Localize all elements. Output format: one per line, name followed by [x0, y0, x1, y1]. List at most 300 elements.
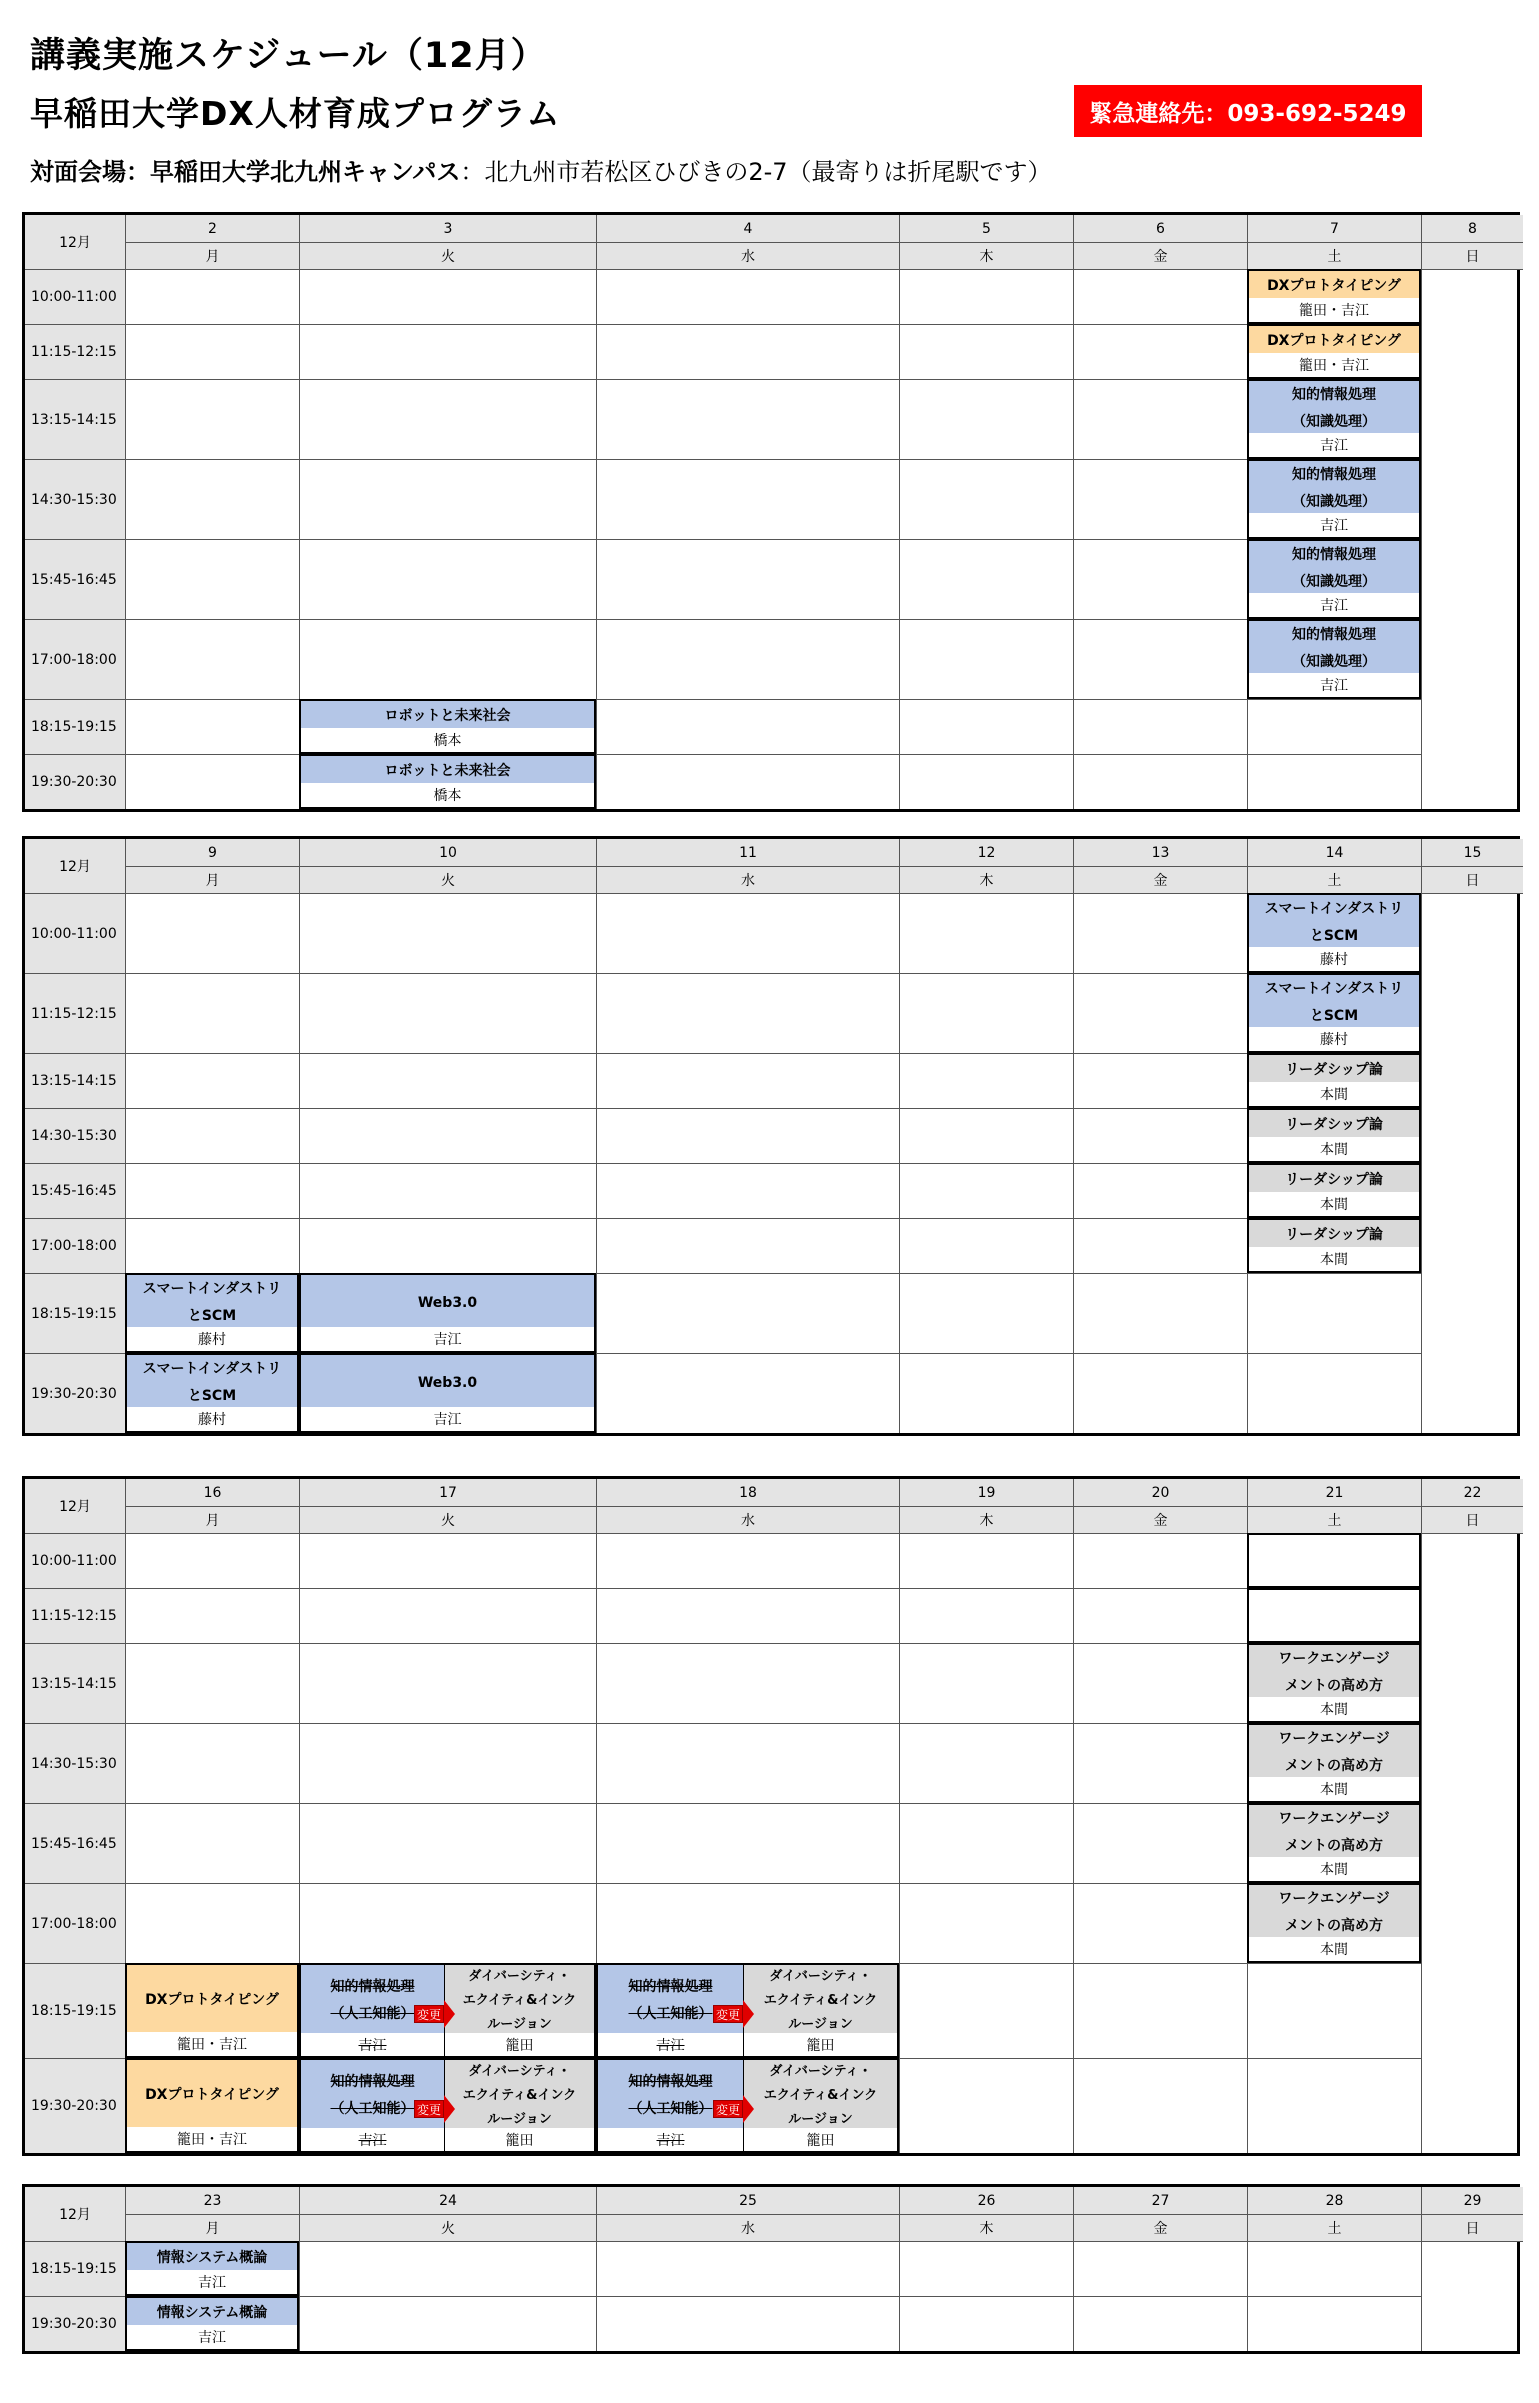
- change-label: 変更: [414, 2005, 444, 2023]
- venue-address: ：北九州市若松区ひびきの2-7（最寄りは折尾駅です）: [460, 158, 1052, 186]
- session-title-line: リーダシップ論: [1285, 1062, 1383, 1078]
- arrow-right-icon: [444, 2000, 455, 2028]
- weekday-header: 木: [899, 2214, 1073, 2241]
- class-session: [1247, 459, 1421, 539]
- empty-slot: [899, 1533, 1073, 1588]
- session-title: [1249, 541, 1419, 597]
- replacement-title-line: ダイバーシティ・: [769, 2064, 872, 2079]
- session-title-line: とSCM: [187, 1308, 237, 1324]
- session-instructor: 籠田・吉江: [1249, 353, 1419, 377]
- session-instructor: 本間: [1249, 1247, 1419, 1271]
- replacement-title-line: エクイティ&インク: [462, 1993, 577, 2008]
- session-title: [1249, 1805, 1419, 1861]
- weekday-header: 月: [125, 1506, 299, 1533]
- date-header: 6: [1073, 215, 1247, 242]
- emergency-contact-badge: 緊急連絡先：093-692-5249: [1074, 85, 1422, 137]
- date-header: 11: [596, 839, 899, 866]
- session-title-line: （知識処理）: [1292, 574, 1376, 590]
- session-title-line: ロボットと未来社会: [384, 708, 511, 724]
- session-instructor: 本間: [1249, 1082, 1419, 1106]
- empty-slot: [596, 1108, 899, 1163]
- session-instructor: 吉江: [1249, 673, 1419, 697]
- empty-slot: [1073, 2058, 1247, 2153]
- session-instructor: 籠田・吉江: [127, 2032, 297, 2056]
- replacement-instructor: 籠田: [744, 2128, 897, 2151]
- session-title-line: スマートインダストリ: [1264, 981, 1404, 997]
- empty-slot: [899, 2296, 1073, 2351]
- empty-slot: [299, 1883, 596, 1963]
- session-title-line: とSCM: [1309, 1008, 1359, 1024]
- session-instructor: 吉江: [1249, 513, 1419, 537]
- replacement-title-line: ダイバーシティ・: [468, 1969, 571, 1984]
- session-title-line: ワークエンゲージ: [1278, 1651, 1390, 1667]
- month-label: 12月: [25, 1479, 125, 1533]
- weekday-header: 土: [1247, 866, 1421, 893]
- empty-slot: [1073, 1963, 1247, 2058]
- session-title-line: リーダシップ論: [1285, 1227, 1383, 1243]
- empty-slot: [899, 1053, 1073, 1108]
- session-title-line: メントの高め方: [1285, 1678, 1383, 1694]
- cancelled-title-line: 知的情報処理: [330, 2074, 415, 2090]
- empty-slot: [596, 973, 899, 1053]
- empty-slot: [1073, 324, 1247, 379]
- session-instructor: 本間: [1249, 1857, 1419, 1881]
- time-slot-label: 15:45-16:45: [25, 1163, 125, 1218]
- change-badge: [414, 2000, 455, 2028]
- venue-label: 対面会場：早稲田大学北九州キャンパス: [30, 158, 461, 186]
- empty-slot: [299, 973, 596, 1053]
- empty-slot: [596, 1163, 899, 1218]
- date-header: 10: [299, 839, 596, 866]
- session-title-line: ワークエンゲージ: [1278, 1731, 1390, 1747]
- session-title-line: とSCM: [187, 1388, 237, 1404]
- empty-slot: [1073, 1803, 1247, 1883]
- empty-slot: [299, 1723, 596, 1803]
- change-label: 変更: [414, 2100, 444, 2118]
- date-header: 8: [1421, 215, 1523, 242]
- replacement-title: [744, 2060, 897, 2132]
- time-slot-label: 15:45-16:45: [25, 1803, 125, 1883]
- empty-slot: [899, 269, 1073, 324]
- date-header: 3: [299, 215, 596, 242]
- month-label: 12月: [25, 839, 125, 893]
- empty-slot: [1247, 1353, 1421, 1433]
- empty-slot: [899, 379, 1073, 459]
- session-title-line: メントの高め方: [1285, 1758, 1383, 1774]
- empty-slot: [899, 324, 1073, 379]
- empty-slot: [899, 2058, 1073, 2153]
- session-title-line: Web3.0: [417, 1294, 478, 1311]
- empty-slot: [1073, 699, 1247, 754]
- class-session: [1247, 1053, 1421, 1108]
- empty-slot: [1073, 539, 1247, 619]
- replacement-instructor: 籠田: [445, 2128, 594, 2151]
- empty-slot: [596, 1533, 899, 1588]
- session-title-line: 情報システム概論: [156, 2305, 268, 2321]
- empty-slot: [1073, 2241, 1247, 2296]
- session-title-line: 知的情報処理: [1292, 627, 1376, 643]
- session-title-line: 知的情報処理: [1292, 547, 1376, 563]
- arrow-right-icon: [743, 2000, 754, 2028]
- date-header: 15: [1421, 839, 1523, 866]
- date-header: 22: [1421, 1479, 1523, 1506]
- empty-slot: [299, 269, 596, 324]
- empty-slot: [125, 539, 299, 619]
- time-slot-label: 14:30-15:30: [25, 1108, 125, 1163]
- session-instructor: 吉江: [127, 2325, 297, 2349]
- class-session: [1247, 1643, 1421, 1723]
- class-session: [299, 2058, 596, 2153]
- weekday-header: 金: [1073, 242, 1247, 269]
- class-session: [1247, 324, 1421, 379]
- date-header: 21: [1247, 1479, 1421, 1506]
- empty-slot: [1073, 754, 1247, 809]
- empty-slot: [899, 539, 1073, 619]
- date-header: 2: [125, 215, 299, 242]
- month-label: 12月: [25, 215, 125, 269]
- change-badge: [713, 2000, 754, 2028]
- week-block: [22, 212, 1520, 812]
- date-header: 16: [125, 1479, 299, 1506]
- empty-slot: [1247, 699, 1421, 754]
- date-header: 4: [596, 215, 899, 242]
- session-title-line: 知的情報処理: [1292, 467, 1376, 483]
- replacement-title-line: エクイティ&インク: [763, 2088, 878, 2103]
- time-slot-label: 17:00-18:00: [25, 1883, 125, 1963]
- empty-slot: [1073, 1723, 1247, 1803]
- empty-slot: [125, 699, 299, 754]
- class-session: [1247, 1803, 1421, 1883]
- empty-slot: [899, 1163, 1073, 1218]
- session-title-line: DXプロトタイピング: [1267, 278, 1401, 294]
- class-session: [299, 1963, 596, 2058]
- empty-slot: [299, 1163, 596, 1218]
- empty-slot: [596, 459, 899, 539]
- session-title-line: 情報システム概論: [156, 2250, 268, 2266]
- class-session: [299, 1353, 596, 1433]
- session-instructor: 籠田・吉江: [127, 2127, 297, 2151]
- replacement-instructor: 籠田: [744, 2033, 897, 2056]
- empty-slot: [125, 754, 299, 809]
- session-title: [1249, 895, 1419, 951]
- session-title-line: DXプロトタイピング: [145, 2087, 279, 2103]
- empty-slot: [125, 1108, 299, 1163]
- time-slot-label: 11:15-12:15: [25, 973, 125, 1053]
- weekday-header: 土: [1247, 242, 1421, 269]
- empty-slot: [899, 459, 1073, 539]
- session-instructor: 藤村: [127, 1327, 297, 1351]
- empty-slot: [1073, 1588, 1247, 1643]
- session-title-line: ワークエンゲージ: [1278, 1811, 1390, 1827]
- empty-slot: [125, 1588, 299, 1643]
- empty-slot: [1247, 2296, 1421, 2351]
- empty-slot: [596, 619, 899, 699]
- session-title: [127, 1275, 297, 1331]
- replacement-title-line: ルージョン: [487, 2112, 552, 2127]
- empty-slot: [596, 269, 899, 324]
- cancelled-title-line: （人工知能）: [628, 2006, 713, 2022]
- empty-slot: [125, 324, 299, 379]
- replacement-session: [743, 2060, 897, 2151]
- empty-slot: [1247, 1963, 1421, 2058]
- empty-slot: [299, 2241, 596, 2296]
- empty-slot: [125, 1723, 299, 1803]
- session-instructor: 藤村: [127, 1407, 297, 1431]
- empty-slot: [125, 459, 299, 539]
- week-block: [22, 2184, 1520, 2354]
- session-title: [127, 2060, 297, 2131]
- empty-slot: [299, 324, 596, 379]
- empty-slot: [299, 893, 596, 973]
- session-instructor: 藤村: [1249, 947, 1419, 971]
- change-badge: [414, 2095, 455, 2123]
- session-title-line: DXプロトタイピング: [1267, 333, 1401, 349]
- empty-slot: [1073, 1218, 1247, 1273]
- empty-slot: [1073, 619, 1247, 699]
- class-session: [1247, 1108, 1421, 1163]
- session-title: [127, 1965, 297, 2036]
- empty-slot: [899, 893, 1073, 973]
- empty-slot: [1073, 1273, 1247, 1353]
- time-slot-label: 19:30-20:30: [25, 754, 125, 809]
- session-title-line: メントの高め方: [1285, 1838, 1383, 1854]
- time-slot-label: 10:00-11:00: [25, 893, 125, 973]
- cancelled-instructor: 吉江: [598, 2128, 743, 2151]
- time-slot-label: 11:15-12:15: [25, 324, 125, 379]
- session-instructor: 吉江: [301, 1327, 594, 1351]
- weekday-header: 日: [1421, 2214, 1523, 2241]
- empty-slot: [1073, 459, 1247, 539]
- weekday-header: 金: [1073, 1506, 1247, 1533]
- weekday-header: 火: [299, 1506, 596, 1533]
- empty-slot: [125, 269, 299, 324]
- class-session: [125, 1273, 299, 1353]
- weekday-header: 木: [899, 866, 1073, 893]
- weekday-header: 金: [1073, 866, 1247, 893]
- time-slot-label: 14:30-15:30: [25, 1723, 125, 1803]
- empty-slot: [125, 619, 299, 699]
- session-title-line: とSCM: [1309, 928, 1359, 944]
- replacement-title: [744, 1965, 897, 2037]
- date-header: 9: [125, 839, 299, 866]
- session-instructor: 本間: [1249, 1697, 1419, 1721]
- date-header: 18: [596, 1479, 899, 1506]
- cancelled-instructor: 吉江: [598, 2033, 743, 2056]
- date-header: 19: [899, 1479, 1073, 1506]
- time-slot-label: 14:30-15:30: [25, 459, 125, 539]
- week-block: [22, 1476, 1520, 2156]
- class-session: [1247, 269, 1421, 324]
- weekday-header: 水: [596, 2214, 899, 2241]
- session-instructor: 吉江: [1249, 593, 1419, 617]
- class-session: [125, 2241, 299, 2296]
- replacement-title: [445, 2060, 594, 2132]
- change-label: 変更: [713, 2100, 743, 2118]
- empty-slot: [1073, 1883, 1247, 1963]
- empty-slot: [596, 379, 899, 459]
- time-slot-label: 10:00-11:00: [25, 269, 125, 324]
- weekday-header: 日: [1421, 866, 1523, 893]
- session-title-line: 知的情報処理: [1292, 387, 1376, 403]
- replacement-title-line: エクイティ&インク: [763, 1993, 878, 2008]
- session-title: [1249, 975, 1419, 1031]
- weekday-header: 水: [596, 866, 899, 893]
- session-title-line: （知識処理）: [1292, 654, 1376, 670]
- class-session: [596, 2058, 899, 2153]
- empty-slot: [299, 1053, 596, 1108]
- replacement-session: [444, 1965, 594, 2056]
- empty-slot: [299, 1803, 596, 1883]
- time-slot-label: 19:30-20:30: [25, 2058, 125, 2153]
- empty-slot: [1073, 379, 1247, 459]
- replacement-title: [445, 1965, 594, 2037]
- weekday-header: 月: [125, 2214, 299, 2241]
- class-session: [125, 1353, 299, 1433]
- time-slot-label: 19:30-20:30: [25, 1353, 125, 1433]
- empty-slot: [596, 1588, 899, 1643]
- empty-slot: [1073, 973, 1247, 1053]
- session-title-line: Web3.0: [417, 1374, 478, 1391]
- empty-slot: [125, 1643, 299, 1723]
- empty-slot: [596, 1353, 899, 1433]
- time-slot-label: 19:30-20:30: [25, 2296, 125, 2351]
- venue-line: [30, 152, 1052, 187]
- empty-slot: [299, 1108, 596, 1163]
- weekday-header: 火: [299, 2214, 596, 2241]
- sunday-column: [1421, 1533, 1523, 2153]
- weekday-header: 日: [1421, 242, 1523, 269]
- date-header: 12: [899, 839, 1073, 866]
- arrow-right-icon: [743, 2095, 754, 2123]
- weekday-header: 月: [125, 866, 299, 893]
- arrow-right-icon: [444, 2095, 455, 2123]
- time-slot-label: 18:15-19:15: [25, 699, 125, 754]
- empty-slot: [596, 2296, 899, 2351]
- month-label: 12月: [25, 2187, 125, 2241]
- empty-slot: [1073, 1643, 1247, 1723]
- empty-slot: [1073, 2296, 1247, 2351]
- class-session: [125, 1963, 299, 2058]
- empty-slot: [596, 324, 899, 379]
- weekday-header: 木: [899, 242, 1073, 269]
- change-label: 変更: [713, 2005, 743, 2023]
- sunday-column: [1421, 893, 1523, 1433]
- class-session: [299, 1273, 596, 1353]
- empty-slot: [299, 1588, 596, 1643]
- replacement-title-line: ルージョン: [487, 2017, 552, 2032]
- empty-slot: [596, 1803, 899, 1883]
- empty-slot: [596, 1273, 899, 1353]
- empty-slot: [1073, 1053, 1247, 1108]
- cancelled-title-line: 知的情報処理: [628, 2074, 713, 2090]
- week-block: [22, 836, 1520, 1436]
- session-title-line: リーダシップ論: [1285, 1172, 1383, 1188]
- empty-slot: [596, 1723, 899, 1803]
- page-title: 講義実施スケジュール（12月）: [30, 36, 547, 76]
- replacement-title-line: エクイティ&インク: [462, 2088, 577, 2103]
- empty-slot: [899, 754, 1073, 809]
- empty-slot: [596, 1643, 899, 1723]
- empty-slot: [125, 893, 299, 973]
- session-title-line: DXプロトタイピング: [145, 1992, 279, 2008]
- session-title-line: リーダシップ論: [1285, 1117, 1383, 1133]
- date-header: 29: [1421, 2187, 1523, 2214]
- time-slot-label: 13:15-14:15: [25, 1643, 125, 1723]
- session-instructor: 吉江: [1249, 433, 1419, 457]
- program-name: 早稲田大学DX人材育成プログラム: [30, 94, 561, 133]
- empty-slot: [125, 1053, 299, 1108]
- time-slot-label: 13:15-14:15: [25, 1053, 125, 1108]
- class-session: [596, 1963, 899, 2058]
- session-title-line: スマートインダストリ: [142, 1361, 282, 1377]
- empty-slot: [299, 1533, 596, 1588]
- empty-slot: [596, 1218, 899, 1273]
- session-title-line: ロボットと未来社会: [384, 763, 511, 779]
- empty-slot: [899, 619, 1073, 699]
- empty-slot: [1073, 1163, 1247, 1218]
- date-header: 20: [1073, 1479, 1247, 1506]
- class-session: [1247, 619, 1421, 699]
- session-instructor: 藤村: [1249, 1027, 1419, 1051]
- empty-slot: [1073, 893, 1247, 973]
- sunday-column: [1421, 269, 1523, 809]
- replacement-title-line: ダイバーシティ・: [468, 2064, 571, 2079]
- time-slot-label: 15:45-16:45: [25, 539, 125, 619]
- empty-slot: [125, 1218, 299, 1273]
- class-session: [125, 2296, 299, 2351]
- weekday-header: 木: [899, 1506, 1073, 1533]
- empty-slot: [596, 1883, 899, 1963]
- empty-slot: [596, 2241, 899, 2296]
- session-title: [1249, 1725, 1419, 1781]
- empty-slot: [125, 379, 299, 459]
- class-session: [1247, 893, 1421, 973]
- empty-slot: [125, 1533, 299, 1588]
- empty-slot: [899, 973, 1073, 1053]
- replacement-title-line: ルージョン: [788, 2112, 853, 2127]
- empty-slot: [1073, 1353, 1247, 1433]
- weekday-header: 水: [596, 242, 899, 269]
- empty-slot: [125, 973, 299, 1053]
- time-slot-label: 10:00-11:00: [25, 1533, 125, 1588]
- cancelled-title-line: 知的情報処理: [330, 1979, 415, 1995]
- session-instructor: 橋本: [301, 783, 594, 807]
- empty-slot: [899, 1643, 1073, 1723]
- time-slot-label: 17:00-18:00: [25, 1218, 125, 1273]
- replacement-instructor: 籠田: [445, 2033, 594, 2056]
- empty-slot: [299, 1218, 596, 1273]
- time-slot-label: 11:15-12:15: [25, 1588, 125, 1643]
- class-session: [1247, 1163, 1421, 1218]
- weekday-header: 金: [1073, 2214, 1247, 2241]
- empty-slot: [899, 1723, 1073, 1803]
- session-title: [1249, 461, 1419, 517]
- empty-slot: [299, 379, 596, 459]
- session-instructor: 吉江: [301, 1407, 594, 1431]
- weekday-header: 日: [1421, 1506, 1523, 1533]
- class-session: [299, 754, 596, 809]
- cancelled-title-line: （人工知能）: [628, 2101, 713, 2117]
- date-header: 24: [299, 2187, 596, 2214]
- class-session: [1247, 973, 1421, 1053]
- empty-slot: [299, 539, 596, 619]
- time-slot-label: 17:00-18:00: [25, 619, 125, 699]
- weekday-header: 火: [299, 242, 596, 269]
- empty-slot: [899, 1273, 1073, 1353]
- session-title-line: （知識処理）: [1292, 414, 1376, 430]
- session-instructor: 本間: [1249, 1777, 1419, 1801]
- replacement-session: [444, 2060, 594, 2151]
